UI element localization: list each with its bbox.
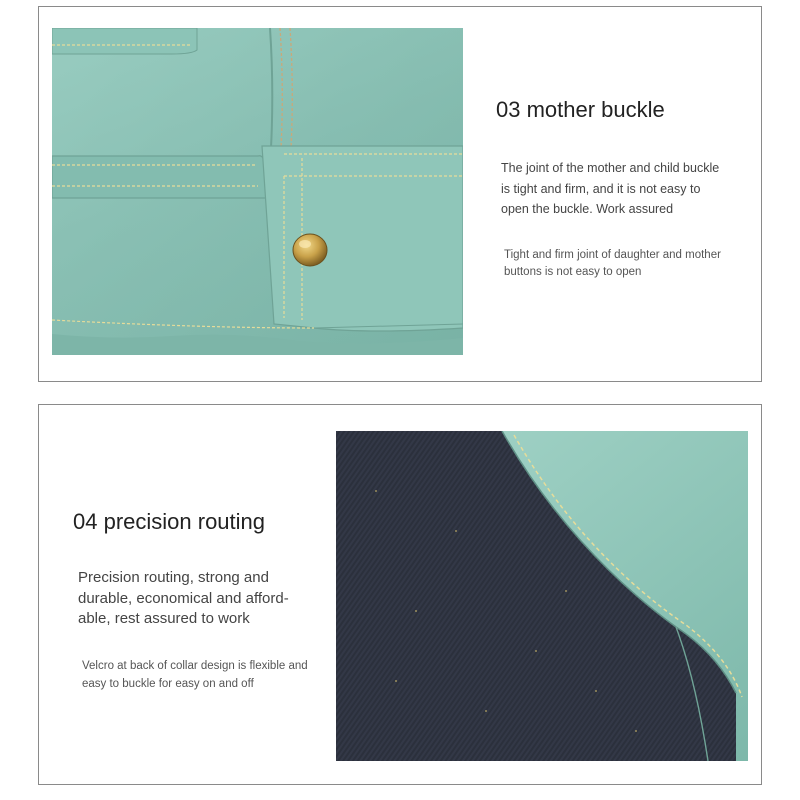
section-caption: Tight and firm joint of daughter and mother buttons is not easy to open (504, 249, 721, 278)
collar-stitching-photo (336, 431, 748, 761)
snap-button-photo (52, 28, 463, 355)
section-description: Precision routing, strong and durable, economical and afford- able, rest assured to work (78, 569, 289, 627)
snap-button-illustration (52, 28, 463, 355)
section-caption: Velcro at back of collar design is flexible and easy to buckle for easy on and off (82, 660, 308, 690)
feature-panel-precision-routing (38, 404, 762, 785)
section-title: 04 precision routing (73, 509, 266, 534)
section-description: The joint of the mother and child buckle is tight and firm, and it is not easy to open the buckle. Work assured (501, 161, 720, 216)
section-title: 03 mother buckle (496, 97, 665, 122)
denim-suede-illustration (336, 431, 748, 761)
feature-panel-mother-buckle (38, 6, 762, 382)
